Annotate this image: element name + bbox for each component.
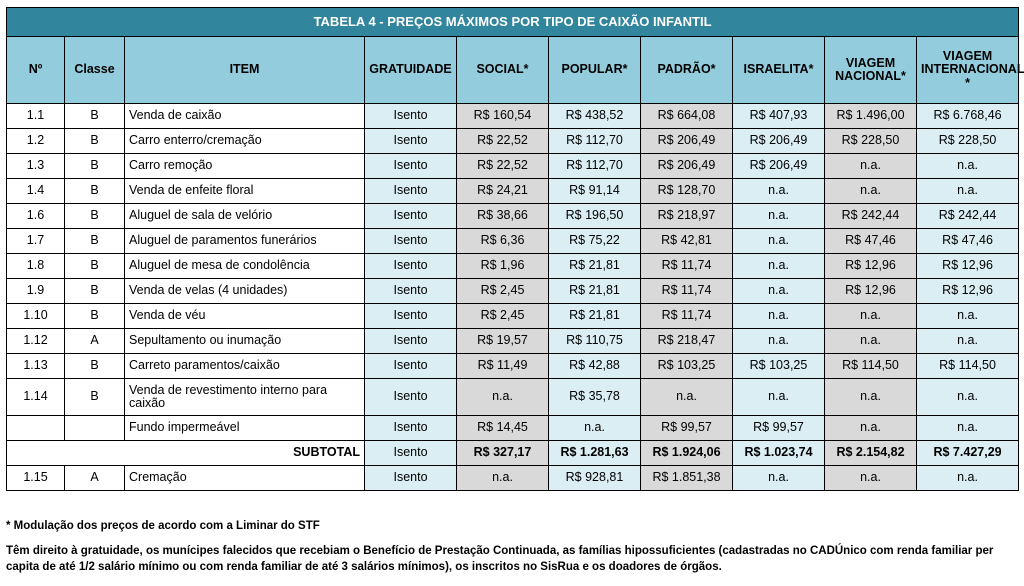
cell-israelita: R$ 99,57 xyxy=(733,416,825,441)
cell-num xyxy=(7,416,65,441)
cell-social: R$ 24,21 xyxy=(457,179,549,204)
cell-social: R$ 1,96 xyxy=(457,254,549,279)
cell-gratuidade: Isento xyxy=(365,466,457,491)
cell-classe: B xyxy=(65,279,125,304)
footnotes xyxy=(6,518,1018,576)
cell-num: 1.6 xyxy=(7,204,65,229)
cell-classe: B xyxy=(65,354,125,379)
table-row xyxy=(7,304,1019,329)
cell-viagem-internacional: n.a. xyxy=(917,416,1019,441)
cell-classe: B xyxy=(65,379,125,416)
table-row xyxy=(7,379,1019,416)
cell-viagem-nacional: R$ 12,96 xyxy=(825,254,917,279)
cell-item: Carro remoção xyxy=(125,154,365,179)
cell-gratuidade: Isento xyxy=(365,129,457,154)
subtotal-row xyxy=(7,441,1019,466)
table-row xyxy=(7,104,1019,129)
footnote-modulation: * Modulação dos preços de acordo com a Liminar do STF xyxy=(6,520,320,532)
cell-num: 1.2 xyxy=(7,129,65,154)
cell-popular: n.a. xyxy=(549,416,641,441)
cell-viagem-internacional: R$ 6.768,46 xyxy=(917,104,1019,129)
cell-popular: R$ 438,52 xyxy=(549,104,641,129)
cell-social: R$ 38,66 xyxy=(457,204,549,229)
cell-israelita: n.a. xyxy=(733,204,825,229)
header-item: ITEM xyxy=(125,37,365,104)
cell-item: Carreto paramentos/caixão xyxy=(125,354,365,379)
cell-item: Carro enterro/cremação xyxy=(125,129,365,154)
cell-viagem-internacional: R$ 242,44 xyxy=(917,204,1019,229)
cell-viagem-nacional: n.a. xyxy=(825,329,917,354)
subtotal-cell-padrao: R$ 1.924,06 xyxy=(641,441,733,466)
subtotal-cell-gratuidade: Isento xyxy=(365,441,457,466)
cell-item: Sepultamento ou inumação xyxy=(125,329,365,354)
cell-padrao: R$ 11,74 xyxy=(641,304,733,329)
cell-popular: R$ 928,81 xyxy=(549,466,641,491)
cell-classe: A xyxy=(65,466,125,491)
cell-popular: R$ 21,81 xyxy=(549,304,641,329)
cell-viagem-nacional: R$ 114,50 xyxy=(825,354,917,379)
cell-israelita: R$ 206,49 xyxy=(733,154,825,179)
cell-israelita: R$ 103,25 xyxy=(733,354,825,379)
cell-viagem-internacional: n.a. xyxy=(917,179,1019,204)
cell-padrao: n.a. xyxy=(641,379,733,416)
cell-viagem-nacional: n.a. xyxy=(825,379,917,416)
subtotal-label: SUBTOTAL xyxy=(7,441,365,466)
cell-popular: R$ 112,70 xyxy=(549,129,641,154)
cell-viagem-nacional: R$ 1.496,00 xyxy=(825,104,917,129)
cell-social: R$ 22,52 xyxy=(457,154,549,179)
cell-num: 1.7 xyxy=(7,229,65,254)
cell-viagem-internacional: n.a. xyxy=(917,466,1019,491)
cell-gratuidade: Isento xyxy=(365,354,457,379)
cell-popular: R$ 75,22 xyxy=(549,229,641,254)
header-gratuidade: GRATUIDADE xyxy=(365,37,457,104)
header-classe: Classe xyxy=(65,37,125,104)
price-table xyxy=(6,7,1024,491)
table-body xyxy=(7,104,1019,491)
cell-padrao: R$ 11,74 xyxy=(641,254,733,279)
cell-viagem-internacional: R$ 114,50 xyxy=(917,354,1019,379)
cell-viagem-internacional: n.a. xyxy=(917,154,1019,179)
subtotal-cell-popular: R$ 1.281,63 xyxy=(549,441,641,466)
cell-israelita: n.a. xyxy=(733,279,825,304)
cell-item: Aluguel de mesa de condolência xyxy=(125,254,365,279)
table-row xyxy=(7,279,1019,304)
cell-padrao: R$ 206,49 xyxy=(641,154,733,179)
table-row xyxy=(7,354,1019,379)
cell-popular: R$ 91,14 xyxy=(549,179,641,204)
table-row xyxy=(7,229,1019,254)
table-row xyxy=(7,204,1019,229)
header-popular: POPULAR* xyxy=(549,37,641,104)
cell-padrao: R$ 664,08 xyxy=(641,104,733,129)
cell-gratuidade: Isento xyxy=(365,329,457,354)
table-row xyxy=(7,154,1019,179)
cell-viagem-nacional: n.a. xyxy=(825,466,917,491)
cell-viagem-nacional: R$ 12,96 xyxy=(825,279,917,304)
header-social: SOCIAL* xyxy=(457,37,549,104)
cell-classe: B xyxy=(65,254,125,279)
table-row xyxy=(7,179,1019,204)
cell-israelita: n.a. xyxy=(733,304,825,329)
cell-padrao: R$ 103,25 xyxy=(641,354,733,379)
cell-viagem-nacional: R$ 47,46 xyxy=(825,229,917,254)
cell-gratuidade: Isento xyxy=(365,304,457,329)
subtotal-cell-viagem-nacional: R$ 2.154,82 xyxy=(825,441,917,466)
cell-item: Venda de enfeite floral xyxy=(125,179,365,204)
cell-num: 1.12 xyxy=(7,329,65,354)
cell-classe: A xyxy=(65,329,125,354)
table-row xyxy=(7,466,1019,491)
table-row xyxy=(7,416,1019,441)
cell-num: 1.13 xyxy=(7,354,65,379)
cell-viagem-nacional: R$ 228,50 xyxy=(825,129,917,154)
header-viagem-nacional: VIAGEM NACIONAL* xyxy=(825,37,917,104)
cell-gratuidade: Isento xyxy=(365,204,457,229)
cell-padrao: R$ 99,57 xyxy=(641,416,733,441)
cell-popular: R$ 196,50 xyxy=(549,204,641,229)
cell-israelita: n.a. xyxy=(733,179,825,204)
cell-viagem-internacional: R$ 228,50 xyxy=(917,129,1019,154)
cell-israelita: n.a. xyxy=(733,329,825,354)
cell-viagem-nacional: n.a. xyxy=(825,154,917,179)
cell-popular: R$ 112,70 xyxy=(549,154,641,179)
table-row xyxy=(7,254,1019,279)
cell-popular: R$ 21,81 xyxy=(549,279,641,304)
subtotal-cell-viagem-internacional: R$ 7.427,29 xyxy=(917,441,1019,466)
cell-viagem-internacional: R$ 12,96 xyxy=(917,254,1019,279)
table-title: TABELA 4 - PREÇOS MÁXIMOS POR TIPO DE CAIXÃO INFANTIL xyxy=(7,8,1019,37)
cell-num: 1.14 xyxy=(7,379,65,416)
subtotal-cell-social: R$ 327,17 xyxy=(457,441,549,466)
price-table-container xyxy=(6,7,1024,491)
cell-gratuidade: Isento xyxy=(365,379,457,416)
cell-social: R$ 14,45 xyxy=(457,416,549,441)
cell-padrao: R$ 206,49 xyxy=(641,129,733,154)
cell-padrao: R$ 218,97 xyxy=(641,204,733,229)
cell-item: Cremação xyxy=(125,466,365,491)
cell-num: 1.3 xyxy=(7,154,65,179)
cell-social: R$ 2,45 xyxy=(457,279,549,304)
table-row xyxy=(7,129,1019,154)
cell-classe: B xyxy=(65,229,125,254)
cell-viagem-internacional: n.a. xyxy=(917,304,1019,329)
cell-viagem-internacional: R$ 47,46 xyxy=(917,229,1019,254)
cell-popular: R$ 21,81 xyxy=(549,254,641,279)
cell-num: 1.15 xyxy=(7,466,65,491)
cell-padrao: R$ 1.851,38 xyxy=(641,466,733,491)
cell-social: R$ 6,36 xyxy=(457,229,549,254)
cell-num: 1.1 xyxy=(7,104,65,129)
cell-classe: B xyxy=(65,304,125,329)
cell-gratuidade: Isento xyxy=(365,179,457,204)
cell-gratuidade: Isento xyxy=(365,104,457,129)
cell-popular: R$ 42,88 xyxy=(549,354,641,379)
cell-gratuidade: Isento xyxy=(365,279,457,304)
table-row xyxy=(7,329,1019,354)
cell-item: Venda de revestimento interno para caixão xyxy=(125,379,365,416)
cell-israelita: n.a. xyxy=(733,229,825,254)
cell-item: Venda de velas (4 unidades) xyxy=(125,279,365,304)
footnote-gratuity: Têm direito à gratuidade, os munícipes falecidos que recebiam o Benefício de Prestação Continuada, as famílias hipossuficientes (cadastradas no CADÚnico com renda familiar per capita de até 1/2 salário mínimo ou com renda familiar de até 3 salários mínimos), os inscritos no SisRua e os doadores de órgãos. xyxy=(6,544,994,574)
cell-item: Aluguel de paramentos funerários xyxy=(125,229,365,254)
cell-social: R$ 2,45 xyxy=(457,304,549,329)
header-viagem-internacional: VIAGEM INTERNACIONAL * xyxy=(917,37,1019,104)
cell-israelita: n.a. xyxy=(733,254,825,279)
cell-viagem-internacional: R$ 12,96 xyxy=(917,279,1019,304)
cell-social: R$ 19,57 xyxy=(457,329,549,354)
header-israelita: ISRAELITA* xyxy=(733,37,825,104)
cell-item: Venda de caixão xyxy=(125,104,365,129)
cell-num: 1.8 xyxy=(7,254,65,279)
cell-social: n.a. xyxy=(457,379,549,416)
cell-social: n.a. xyxy=(457,466,549,491)
cell-popular: R$ 110,75 xyxy=(549,329,641,354)
cell-viagem-nacional: R$ 242,44 xyxy=(825,204,917,229)
cell-classe: B xyxy=(65,154,125,179)
cell-item: Venda de véu xyxy=(125,304,365,329)
cell-popular: R$ 35,78 xyxy=(549,379,641,416)
cell-padrao: R$ 218,47 xyxy=(641,329,733,354)
cell-gratuidade: Isento xyxy=(365,416,457,441)
header-padrao: PADRÃO* xyxy=(641,37,733,104)
cell-item: Aluguel de sala de velório xyxy=(125,204,365,229)
cell-gratuidade: Isento xyxy=(365,229,457,254)
header-num: Nº xyxy=(7,37,65,104)
cell-classe: B xyxy=(65,104,125,129)
cell-viagem-nacional: n.a. xyxy=(825,179,917,204)
cell-social: R$ 160,54 xyxy=(457,104,549,129)
cell-viagem-nacional: n.a. xyxy=(825,416,917,441)
subtotal-cell-israelita: R$ 1.023,74 xyxy=(733,441,825,466)
cell-item: Fundo impermeável xyxy=(125,416,365,441)
cell-social: R$ 22,52 xyxy=(457,129,549,154)
cell-classe xyxy=(65,416,125,441)
cell-israelita: n.a. xyxy=(733,379,825,416)
cell-israelita: R$ 407,93 xyxy=(733,104,825,129)
cell-num: 1.9 xyxy=(7,279,65,304)
cell-padrao: R$ 128,70 xyxy=(641,179,733,204)
cell-num: 1.10 xyxy=(7,304,65,329)
cell-classe: B xyxy=(65,129,125,154)
cell-gratuidade: Isento xyxy=(365,254,457,279)
cell-viagem-internacional: n.a. xyxy=(917,329,1019,354)
cell-israelita: R$ 206,49 xyxy=(733,129,825,154)
cell-viagem-internacional: n.a. xyxy=(917,379,1019,416)
cell-classe: B xyxy=(65,179,125,204)
cell-classe: B xyxy=(65,204,125,229)
cell-padrao: R$ 42,81 xyxy=(641,229,733,254)
cell-viagem-nacional: n.a. xyxy=(825,304,917,329)
cell-social: R$ 11,49 xyxy=(457,354,549,379)
cell-gratuidade: Isento xyxy=(365,154,457,179)
cell-num: 1.4 xyxy=(7,179,65,204)
cell-israelita: n.a. xyxy=(733,466,825,491)
cell-padrao: R$ 11,74 xyxy=(641,279,733,304)
